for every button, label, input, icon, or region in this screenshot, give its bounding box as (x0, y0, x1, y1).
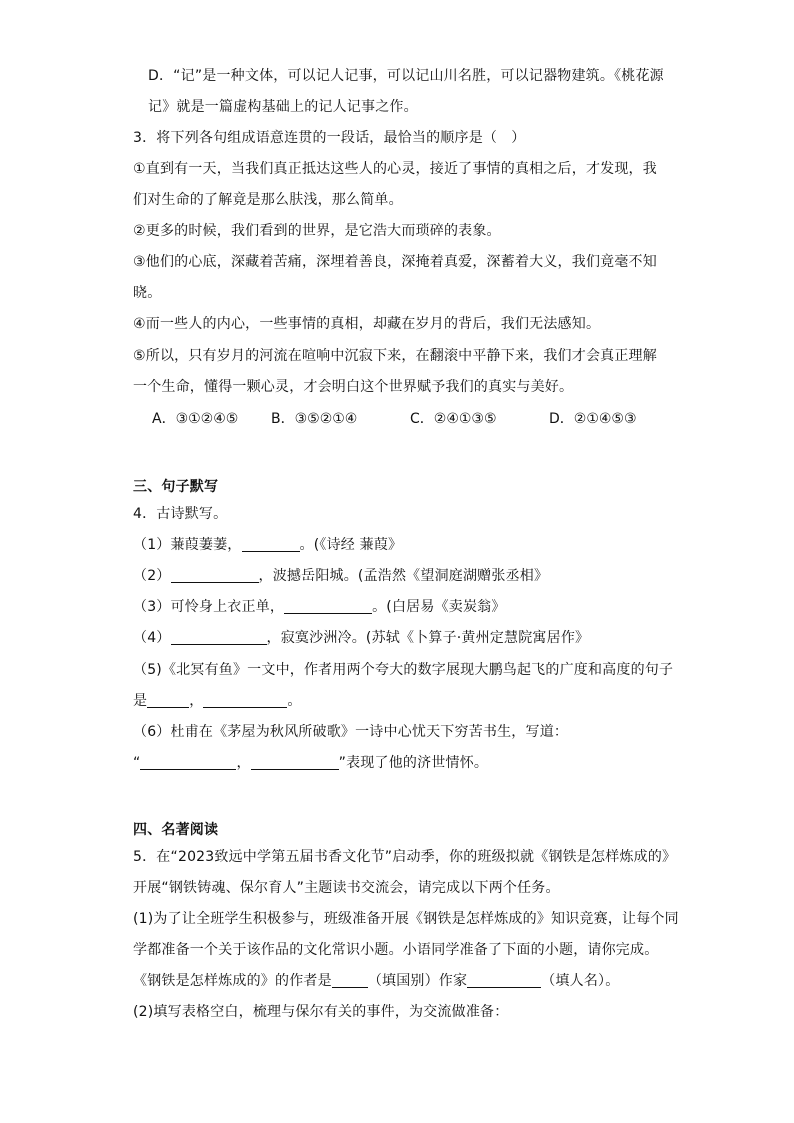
q3-option-d[interactable]: D．②①④⑤③ (549, 411, 637, 427)
q4-item-2-prefix: （2） (133, 568, 171, 584)
q4-item-1-blank[interactable] (242, 537, 300, 552)
q4-item-6-suffix: ”表现了他的济世情怀。 (338, 755, 489, 771)
q4-item-5-separator: ， (189, 693, 204, 709)
q4-item-5-line2 (133, 691, 302, 711)
q4-item-5-blank-2[interactable] (203, 693, 287, 708)
q3-sentence-3-line2: 晓。 (133, 285, 162, 301)
q5-task-1-line2: 学都准备一个关于该作品的文化常识小题。小语同学准备了下面的小题，请你完成。 (133, 942, 659, 958)
q5-task-1-blank-name[interactable] (467, 973, 541, 988)
q4-item-6-blank-1[interactable] (140, 755, 236, 770)
q5-task-1-middle: （填国别）作家 (367, 973, 468, 989)
q4-stem: 4．古诗默写。 (133, 506, 228, 522)
q4-item-5-prefix: 是 (133, 693, 148, 709)
q4-item-2-blank[interactable] (171, 568, 259, 583)
q4-item-4-suffix: ，寂寞沙洲冷。(苏轼《卜算子·黄州定慧院寓居作》 (266, 630, 590, 646)
q4-item-1 (133, 535, 402, 555)
q4-item-3 (133, 597, 506, 617)
q4-item-3-blank[interactable] (284, 599, 372, 614)
q3-option-b[interactable]: B．③⑤②①④ (271, 411, 358, 427)
q4-item-5-blank-1[interactable] (147, 693, 189, 708)
q5-task-2: (2)填写表格空白，梳理与保尔有关的事件，为交流做准备： (133, 1004, 509, 1020)
q4-item-5-line1: （5)《北冥有鱼》一文中，作者用两个夸大的数字展现大鹏鸟起飞的广度和高度的句子 (133, 662, 674, 678)
q4-item-4-prefix: （4） (133, 630, 171, 646)
q4-item-3-suffix: 。(白居易《卖炭翁》 (372, 599, 506, 615)
q4-item-5-suffix: 。 (287, 693, 302, 709)
section-3-title: 三、句子默写 (133, 479, 219, 495)
q3-sentence-5-line1: ⑤所以，只有岁月的河流在喧响中沉寂下来，在翻滚中平静下来，我们才会真正理解 (133, 348, 657, 364)
q4-item-6-blank-2[interactable] (251, 755, 339, 770)
q4-item-4 (133, 628, 589, 648)
q4-item-1-suffix: 。(《诗经 蒹葭》 (299, 537, 403, 553)
q5-task-1-line1: (1)为了让全班学生积极参与，班级准备开展《钢铁是怎样炼成的》知识竞赛，让每个同 (133, 911, 679, 927)
q3-sentence-1-line1: ①直到有一天，当我们真正抵达这些人的心灵，接近了事情的真相之后，才发现，我 (133, 161, 657, 177)
section-4-title: 四、名著阅读 (133, 822, 219, 838)
q5-line2: 开展“钢铁铸魂、保尔育人”主题读书交流会，请完成以下两个任务。 (133, 880, 560, 896)
q4-item-6-separator: ， (236, 755, 251, 771)
q3-sentence-3-line1: ③他们的心底，深藏着苦痛，深埋着善良，深掩着真爱，深蓄着大义，我们竟毫不知 (133, 254, 657, 270)
q4-item-2-suffix: ，波撼岳阳城。(孟浩然《望洞庭湖赠张丞相》 (258, 568, 549, 584)
q4-item-6-open-quote: “ (133, 755, 141, 771)
q3-sentence-5-line2: 一个生命，懂得一颗心灵，才会明白这个世界赋予我们的真实与美好。 (133, 379, 574, 395)
q3-option-c[interactable]: C．②④①③⑤ (410, 411, 497, 427)
q4-item-1-prefix: （1）蒹葭萋萋， (133, 537, 242, 553)
q5-task-1-prefix: 《钢铁是怎样炼成的》的作者是 (133, 973, 332, 989)
q3-stem: 3．将下列各句组成语意连贯的一段话，最恰当的顺序是（ ） (133, 130, 526, 146)
q3-sentence-1-line2: 们对生命的了解竟是那么肤浅，那么简单。 (133, 192, 403, 208)
q4-item-6-line2 (133, 753, 488, 773)
q4-item-4-blank[interactable] (171, 630, 267, 645)
q3-sentence-2: ②更多的时候，我们看到的世界，是它浩大而琐碎的表象。 (133, 223, 501, 239)
q5-task-1-question (133, 971, 619, 991)
q4-item-2 (133, 566, 548, 586)
q4-item-3-prefix: （3）可怜身上衣正单， (133, 599, 285, 615)
q3-sentence-4: ④而一些人的内心，一些事情的真相，却藏在岁月的背后，我们无法感知。 (133, 316, 601, 332)
q5-task-1-suffix: （填人名）。 (541, 973, 620, 989)
q4-item-6-line1: （6）杜甫在《茅屋为秋风所破歌》一诗中心忧天下穷苦书生，写道： (133, 724, 569, 740)
q5-task-1-blank-country[interactable] (332, 973, 368, 988)
q5-line1: 5．在“2023致远中学第五届书香文化节”启动季，你的班级拟就《钢铁是怎样炼成的》 (133, 849, 677, 865)
q2-option-d-line2: 记》就是一篇虚构基础上的记人记事之作。 (148, 99, 418, 115)
q3-option-a[interactable]: A．③①②④⑤ (152, 411, 239, 427)
q2-option-d-line1: D．“记”是一种文体，可以记人记事，可以记山川名胜，可以记器物建筑。《桃花源 (148, 68, 664, 84)
